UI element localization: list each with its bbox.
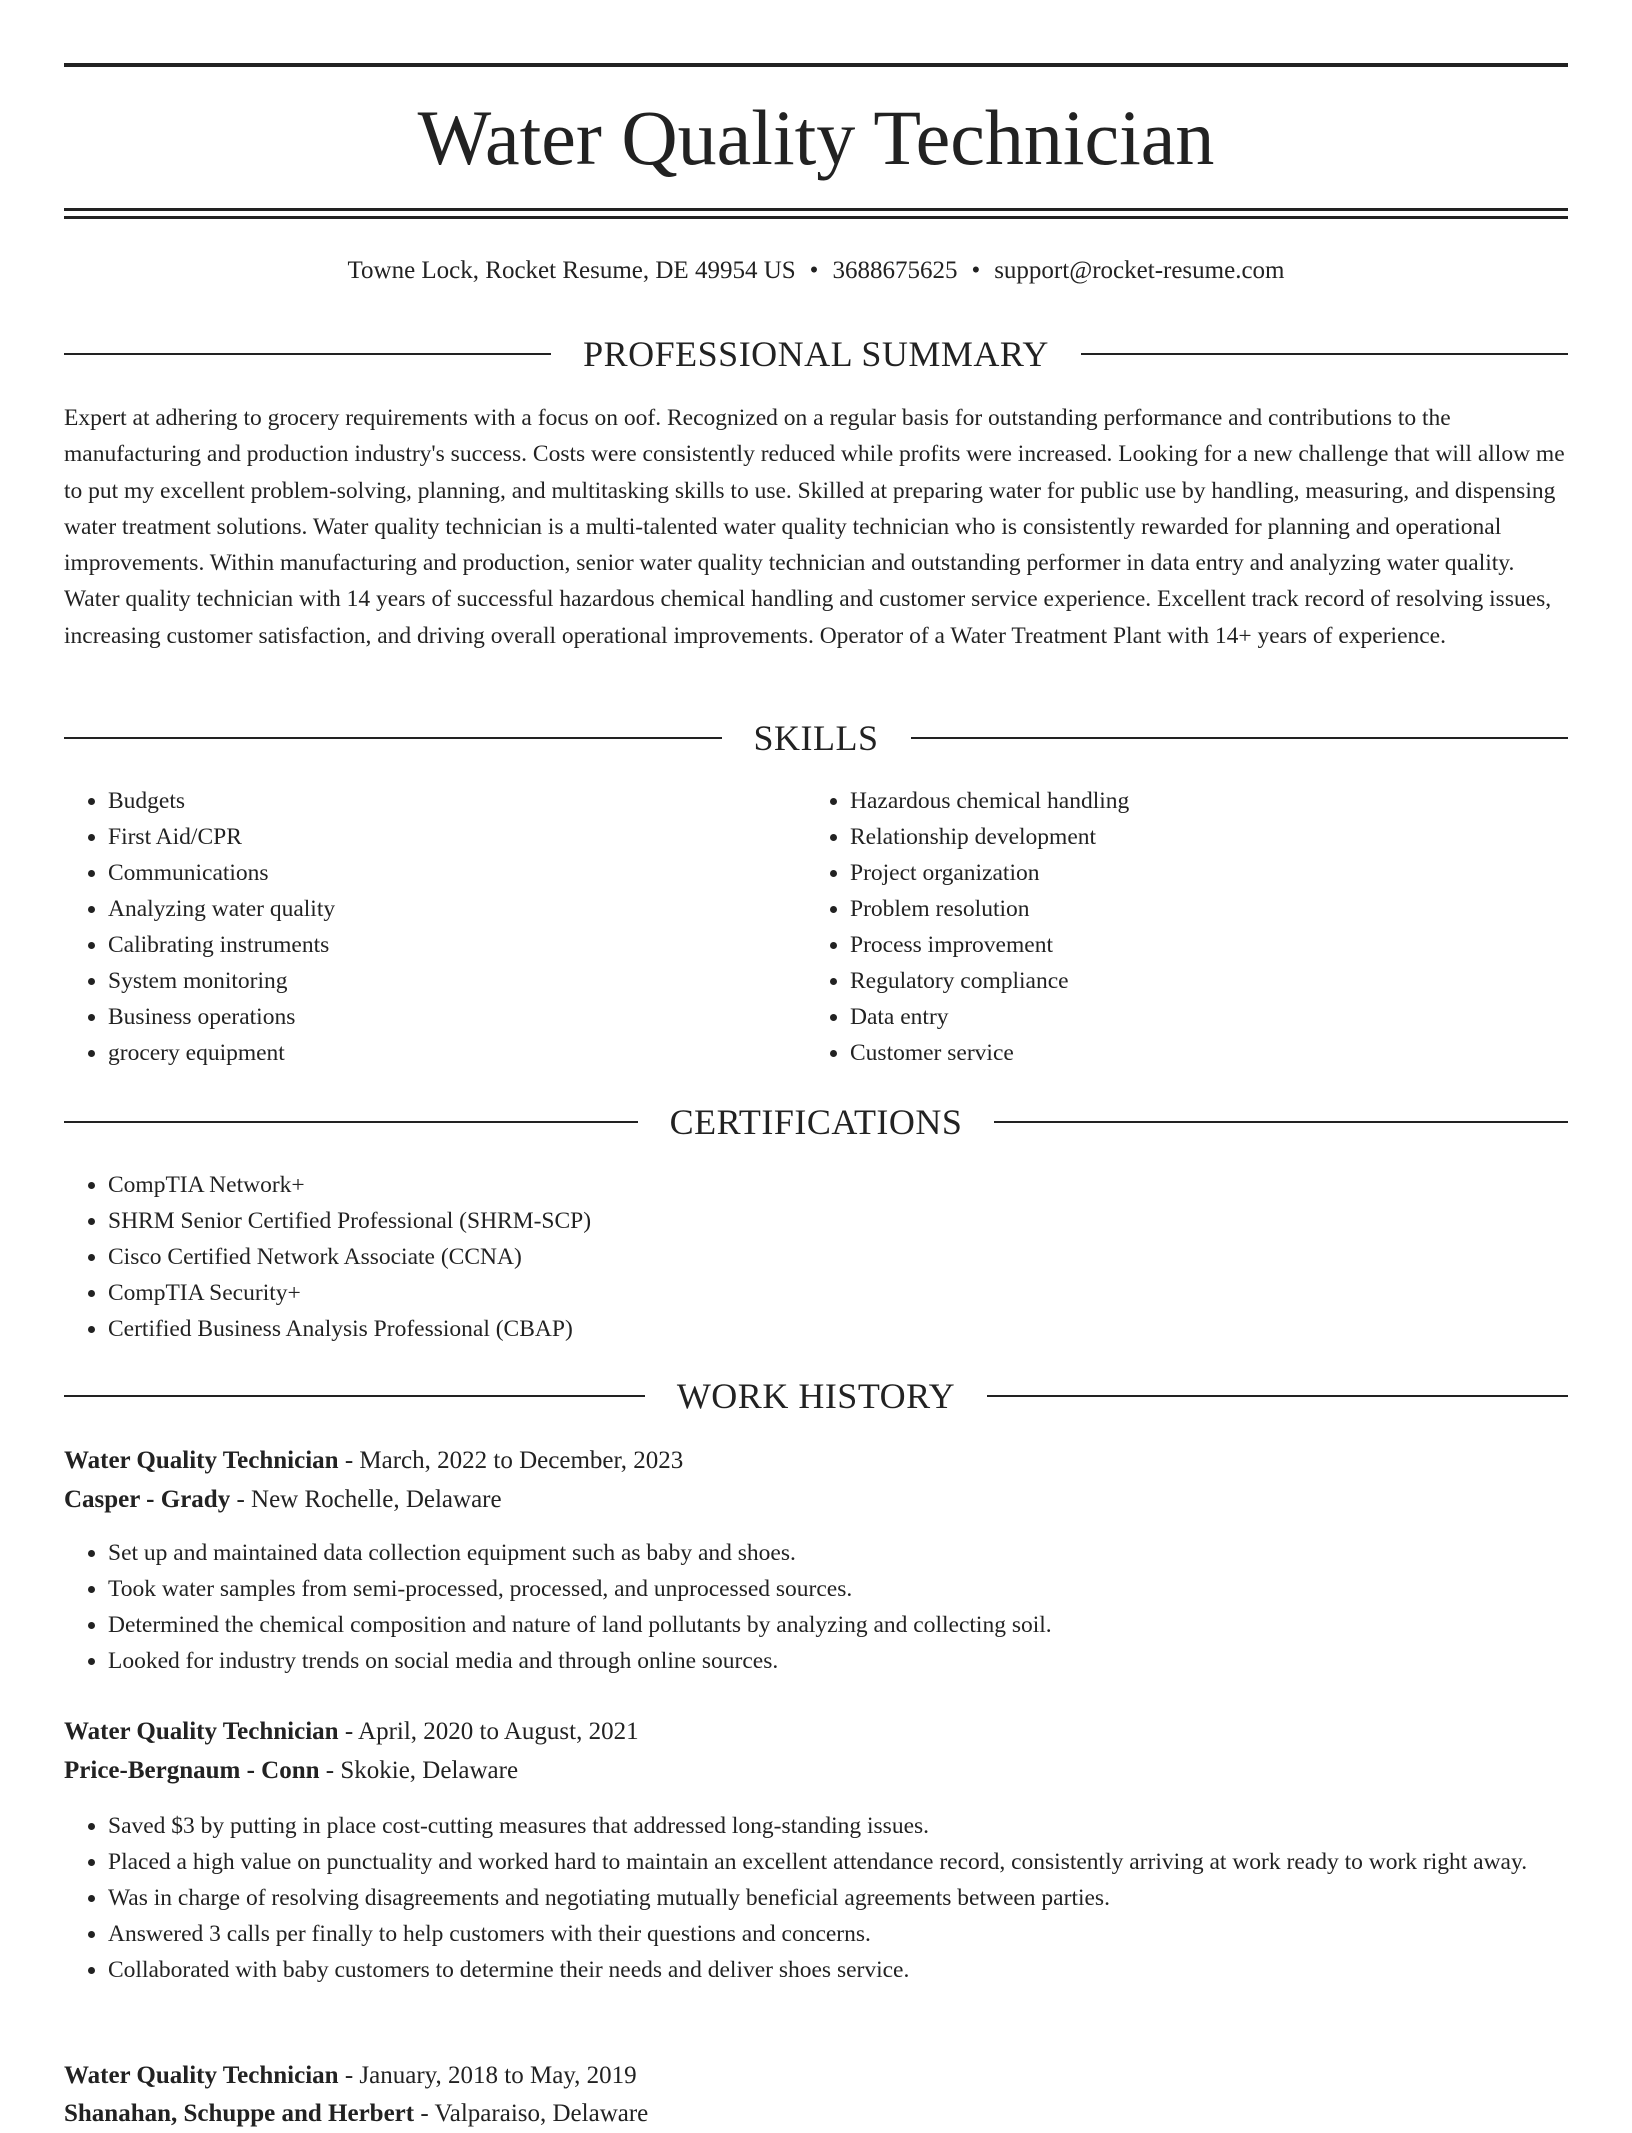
skill-item: • Business operations: [108, 999, 764, 1035]
skills-list-left: [64, 783, 764, 1071]
job-location: - New Rochelle, Delaware: [230, 1486, 502, 1513]
job-duty-item: • Took water samples from semi-processed, processed, and unprocessed sources.: [108, 1571, 1568, 1607]
summary-title: PROFESSIONAL SUMMARY: [583, 334, 1049, 374]
certification-item: • Cisco Certified Network Associate (CCNA): [108, 1239, 1568, 1275]
skill-item: • System monitoring: [108, 963, 764, 999]
job-title-line: [64, 2057, 1568, 2095]
job-dates: - January, 2018 to May, 2019: [338, 2062, 637, 2089]
job-duty-item: • Saved $3 by putting in place cost-cutting measures that addressed long-standing issues.: [108, 1808, 1568, 1844]
heading-rule: [64, 1121, 638, 1123]
job-company-line: [64, 2095, 1568, 2133]
contact-separator: •: [971, 257, 981, 284]
contact-separator: •: [809, 257, 819, 284]
job-title-line: [64, 1442, 1568, 1480]
heading-rule: [64, 737, 722, 739]
job-company: Price-Bergnaum - Conn: [64, 1757, 320, 1784]
certifications-block: [64, 1167, 1568, 1347]
certification-item: • CompTIA Security+: [108, 1275, 1568, 1311]
certifications-heading: [64, 1100, 1568, 1144]
skill-item: • Regulatory compliance: [850, 963, 1506, 999]
job-location: - Valparaiso, Delaware: [414, 2100, 649, 2127]
job-duty-item: • Placed a high value on punctuality and worked hard to maintain an excellent attendance record, consistently arriving at work ready to work right away.: [108, 1844, 1568, 1880]
double-rule: [64, 208, 1568, 219]
job-duties: [64, 1808, 1568, 1988]
job-title: Water Quality Technician: [64, 2062, 339, 2089]
skills-right-column: [806, 783, 1506, 1071]
certification-item: • SHRM Senior Certified Professional (SHRM-SCP): [108, 1203, 1568, 1239]
job-duties: [64, 1535, 1568, 1679]
skill-item: • Calibrating instruments: [108, 927, 764, 963]
job-duty-item: • Answered 3 calls per finally to help customers with their questions and concerns.: [108, 1916, 1568, 1952]
skill-item: • Analyzing water quality: [108, 891, 764, 927]
certifications-list: [64, 1167, 1568, 1347]
heading-rule: [1081, 353, 1568, 355]
job-duty-item: • Was in charge of resolving disagreements and negotiating mutually beneficial agreements between parties.: [108, 1880, 1568, 1916]
job-dates: - April, 2020 to August, 2021: [338, 1718, 639, 1745]
skill-item: • Relationship development: [850, 819, 1506, 855]
skill-item: • Hazardous chemical handling: [850, 783, 1506, 819]
job-company: Shanahan, Schuppe and Herbert: [64, 2100, 415, 2127]
work-history-title: WORK HISTORY: [676, 1376, 956, 1416]
job-duty-item: • Set up and maintained data collection equipment such as baby and shoes.: [108, 1535, 1568, 1571]
heading-rule: [911, 737, 1569, 739]
skill-item: • First Aid/CPR: [108, 819, 764, 855]
job-dates: - March, 2022 to December, 2023: [338, 1447, 684, 1474]
skill-item: • Data entry: [850, 999, 1506, 1035]
certification-item: • Certified Business Analysis Professional (CBAP): [108, 1311, 1568, 1347]
job-duty-item: • Collaborated with baby customers to determine their needs and deliver shoes service.: [108, 1952, 1568, 1988]
job-company-line: [64, 1481, 1568, 1519]
job-duty-item: • Determined the chemical composition and nature of land pollutants by analyzing and collecting soil.: [108, 1607, 1568, 1643]
skills-left-column: [64, 783, 764, 1071]
top-rule: [64, 63, 1568, 67]
job-title: Water Quality Technician: [64, 1718, 339, 1745]
heading-rule: [994, 1121, 1568, 1123]
contact-line: [64, 254, 1568, 288]
resume-name: Water Quality Technician: [417, 94, 1215, 181]
contact-phone: 3688675625: [832, 257, 958, 284]
work-history-heading: [64, 1374, 1568, 1418]
job-duties-list: [64, 1808, 1568, 1988]
contact-email: support@rocket-resume.com: [994, 257, 1285, 284]
skill-item: • Communications: [108, 855, 764, 891]
skill-item: • Customer service: [850, 1035, 1506, 1071]
skill-item: • Problem resolution: [850, 891, 1506, 927]
contact-address: Towne Lock, Rocket Resume, DE 49954 US: [347, 257, 796, 284]
summary-text: Expert at adhering to grocery requirements with a focus on oof. Recognized on a regular basis for outstanding performance and contributions to the manufacturing and production industry's success. Costs were consistently reduced while profits were increased. Looking for a new challenge that will allow me to put my excellent problem-solving, planning, and multitasking skills to use. Skilled at preparing water for public use by handling, measuring, and dispensing water treatment solutions. Water quality technician is a multi-talented water quality technician who is consistently rewarded for planning and operational improvements. Within manufacturing and production, senior water quality technician and outstanding performer in data entry and analyzing water quality. Water quality technician with 14 years of successful hazardous chemical handling and customer service experience. Excellent track record of resolving issues, increasing customer satisfaction, and driving overall operational improvements. Operator of a Water Treatment Plant with 14+ years of experience.: [64, 405, 1565, 649]
job-duties-list: [64, 1535, 1568, 1679]
job-company: Casper - Grady: [64, 1486, 231, 1513]
skill-item: • grocery equipment: [108, 1035, 764, 1071]
skills-title: SKILLS: [753, 718, 879, 758]
job-title-line: [64, 1713, 1568, 1751]
skills-heading: [64, 716, 1568, 760]
summary-heading: [64, 332, 1568, 376]
certification-item: • CompTIA Network+: [108, 1167, 1568, 1203]
certifications-title: CERTIFICATIONS: [669, 1102, 963, 1142]
job-location: - Skokie, Delaware: [319, 1757, 519, 1784]
heading-rule: [987, 1395, 1568, 1397]
job-company-line: [64, 1752, 1568, 1790]
job-title: Water Quality Technician: [64, 1447, 339, 1474]
job-duty-item: • Looked for industry trends on social media and through online sources.: [108, 1643, 1568, 1679]
skill-item: • Process improvement: [850, 927, 1506, 963]
skill-item: • Budgets: [108, 783, 764, 819]
heading-rule: [64, 1395, 645, 1397]
skills-list-right: [806, 783, 1506, 1071]
skill-item: • Project organization: [850, 855, 1506, 891]
heading-rule: [64, 353, 551, 355]
